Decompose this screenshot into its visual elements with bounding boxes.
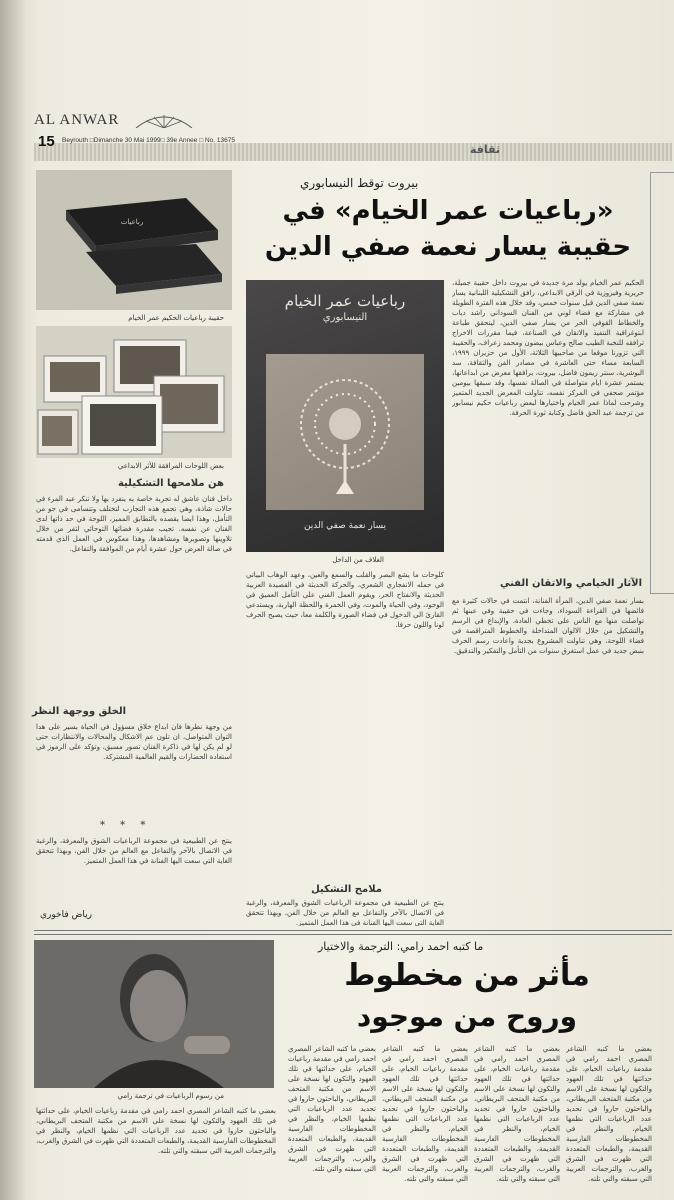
section-divider (34, 930, 672, 935)
portrait-caption: من رسوم الرباعيات في ترجمة رامي (117, 1092, 224, 1100)
article1-body-middle: كلوحات ما يشع البصر والقلب والسمع والعين، وعهد الوهاب البياتي في حمله الانفجاري الشعري، والحركة الحديثة في القصيدة العربية الحديثة والانفتاح الحر، ويقوم العمل الفني على التأمل العميق في الوجود، وفي الحياة والموت، وفي الخمرة واللحظة الهاربة، ويستدعي القارئ الى الدخول في فضاء الصورة والكلمة معا، حيث يصبح الحرف لونا واللون حرفا. (246, 571, 444, 629)
dateline: Beyrouth □Dimanche 30 Mai 1999□ 39e Annee □ No. 13675 (62, 137, 235, 144)
book-cover-artwork (266, 354, 424, 510)
prints-caption: بعض اللوحات المرافقة للأثر الابداعي (117, 462, 224, 470)
article2-kicker: ما كتبه احمد رامي: الترجمة والاختيار (318, 940, 484, 953)
book-cover-title: رباعيات عمر الخيام (284, 292, 406, 310)
article1-headline-line2: حقيبة يسار نعمة صفي الدين (264, 232, 632, 262)
section-tag: ثقافة (470, 143, 501, 156)
page-shadow (0, 0, 26, 1200)
article2-body-col3: بعضي ما كتبه الشاعر المصري احمد رامي في مقدمة رباعيات الخيام، على حداثتها في تلك العهود والتكون لها نسخة على الاسم من مكتبة المتحف البريطاني، والباحثون حاروا في تحديد عدد الرباعيات التي نظمها الخيام، والنظر في المخطوطات الفارسية القديمة، والطبعات المتعددة التي ظهرت في الشرق والغرب، والترجمات العربية التي سبقته والتي تلته. (382, 1045, 468, 1183)
article1-body-right-lower: بسار نعمة صفي الدين، المرأة الفنانة، انتمت في حالات كثيرة مع فائضها في القراءة السوداء، وجاءت في حقيبة وفي عينها ثم تواصلت منها مع الناس على تخطي العادة، والإبداع في الرسم والتشكيل من خلال الالوان المتداخلة والخطوط المتراقصة في فضاء اللوحة، وهي تناولت المشروع بجدية واعادت رسم الحرف بنبض جديد في عمل استغرق سنوات من التأمل والتفكير والتدقيق. (452, 597, 644, 655)
box-set-photo (36, 170, 232, 310)
book-cover-author: يسار نعمة صفي الدين (303, 521, 387, 531)
article1-subhead-creation: الخلق ووجهة النظر (32, 706, 126, 717)
article1-body-left-lower: من وجهة نظرها فان ابداع خلاق مسؤول في الحياة يسير على هدا التوان المتواصل، ان تلون عم الاشكال والمحالات والانتظارات حتى لو لم يكن لها في ذاكرة الفنان تصور مسبق، وتؤكد على الرموز في استعادة الحضارات والقيم العالمية المشتركة. (36, 723, 232, 761)
article1-kicker: بيروت توقط النيسابوري (300, 176, 419, 190)
article1-body-left-bottom: ينتج عن الطبيعية في مجموعة الرباعيات الشوق والمعرفة، والرغبة في الاتصال بالآخر والتفاعل مع العالم من خلال الفن، وبهذا تتحقق الغاية التي سعت اليها الفنانة في هذا العمل المتميز. (36, 837, 232, 865)
sunburst-logo-icon (132, 112, 196, 128)
book-cover-caption: الغلاف من الداخل (332, 556, 384, 564)
article1-headline-line1: «رباعيات عمر الخيام» في (282, 196, 614, 226)
article2-body-col1: بعضي ما كتبه الشاعر المصري احمد رامي في مقدمة رباعيات الخيام، على حداثتها في تلك العهود والتكون لها نسخة على الاسم من مكتبة المتحف البريطاني، والباحثون حاروا في تحديد عدد الرباعيات التي نظمها الخيام، والنظر في المخطوطات الفارسية القديمة، والطبعات المتعددة التي ظهرت في الشرق والغرب، والترجمات العربية التي سبقته والتي تلته. (566, 1045, 652, 1183)
svg-text:رباعيات: رباعيات (120, 218, 144, 226)
page-number: 15 (38, 133, 55, 150)
article2-body-col2: بعضي ما كتبه الشاعر المصري احمد رامي في مقدمة رباعيات الخيام، على حداثتها في تلك العهود والتكون لها نسخة على الاسم من مكتبة المتحف البريطاني، والباحثون حاروا في تحديد عدد الرباعيات التي نظمها الخيام، والنظر في المخطوطات الفارسية القديمة، والطبعات المتعددة التي ظهرت في الشرق والغرب، والترجمات العربية التي سبقته والتي تلته. (474, 1045, 560, 1183)
article2-headline-line2: وروح من موجود (356, 1000, 578, 1033)
article1-body-middle-lower: ينتج عن الطبيعية في مجموعة الرباعيات الشوق والمعرفة، والرغبة في الاتصال بالآخر والتفاعل مع العالم من خلال الفن، وبهذا تتحقق الغاية التي سعت اليها الفنانة في هذا العمل المتميز. (246, 899, 444, 926)
article1-subhead-art: الآثار الخيامي والاتقان الفني (499, 578, 642, 589)
adjacent-column-frame (650, 172, 674, 594)
book-cover-subtitle: النيسابوري (322, 312, 368, 323)
article2-body-col5: بعضي ما كتبه الشاعر المصري احمد رامي في مقدمة رباعيات الخيام، على حداثتها في تلك العهود والتكون لها نسخة على الاسم من مكتبة المتحف البريطاني، والباحثون حاروا في تحديد عدد الرباعيات التي نظمها الخيام، والنظر في المخطوطات الفارسية القديمة، والطبعات المتعددة التي ظهرت في الشرق والغرب، والترجمات العربية التي سبقته والتي تلته. (36, 1107, 276, 1155)
box-set-caption: حقيبة رباعيات الحكيم عمر الخيام (128, 314, 224, 322)
prints-photo (36, 326, 232, 458)
article2-headline-line1: مأثر من مخطوط (344, 958, 590, 993)
article1-subhead-left: هن ملامحها التشكيلية (117, 478, 224, 489)
masthead-title: AL ANWAR (34, 112, 120, 128)
section-stars: * * * (100, 820, 152, 831)
article2-body-col4: بعضي ما كتبه الشاعر المصري احمد رامي في مقدمة رباعيات الخيام، على حداثتها في تلك العهود والتكون لها نسخة على الاسم من مكتبة المتحف البريطاني، والباحثون حاروا في تحديد عدد الرباعيات التي نظمها الخيام، والنظر في المخطوطات الفارسية القديمة، والطبعات المتعددة التي ظهرت في الشرق والغرب، والترجمات العربية التي سبقته والتي تلته. (288, 1045, 376, 1173)
article1-subhead-texture: ملامح التشكيل (311, 884, 382, 895)
article1-byline: رياض فاخوري (40, 910, 92, 920)
header-band (34, 143, 672, 161)
article1-body-right: الحكيم عمر الخيام يولد مرة جديدة في بيروت داخل حقيبة جميلة، حريرية وفيروزية في الرقي الابداعي، رافق التشكيلية اللبنانية يسار نعمة صفي الدين قبل سنوات خمس، وقد خلال هذه الفترة الطويلة في مشاركة مع فضاء لوني من الفنان السوداني راشد دياب والخطاط القوفي الحر من يسار صفي الدين، ليتحقق طباعة ابتوغرافية التنفيذ والاتقان في الصناعة، فيما مقررات الاخراج ترافقه للنخبة الطيب صالح وعباس بيضون ومحمد زعراف، والحقيبة التي تزورنا موقعا من صاحبيها الثلاثة، الأول من حزيران ١٩٩٩، السابعة مساء حتى العاشرة في مصادر الفن والثقافة، سد البوشرية، سنتر ريمون فاضل، بيروت، برافقها معرض من ابداعاتها، يستمر عشرة ايام متواصلة في الصالة نفسها، وقد سبقها بيومين مؤتمر صحفي في المركز نفسه، تناولت المعرض الجديد المتميز وشرحت لماذا عمر الخيام واختيارها لبعض رباعيات حكيم نيسابور من ترجمة عبد الحق فاضل وكتابة ثورة الحرفة. (452, 279, 644, 417)
portrait-photo (34, 940, 274, 1088)
article1-body-left: داخل فنان عاشق له تجربة خاصة به ينفرد بها ولا تنكر عبد المرء في حالات شاذة، وهي تجمع هذه التجارب لتختلف وتتسامى في جو من التأمل، وهذا ايضا يقصده بالتطابق المميز، اللوحة في حد ذاتها لدى الفنان عن نفسه. تجيب مقدرة فضائها التوحائي لتفر من خلال تلاوينها وتصويرها ومشاهدها، وهذا معكوس في العمل الذي قدمته في صالة العرض حول عشرة أيام من الموافقة والتفاعل. (36, 495, 232, 553)
